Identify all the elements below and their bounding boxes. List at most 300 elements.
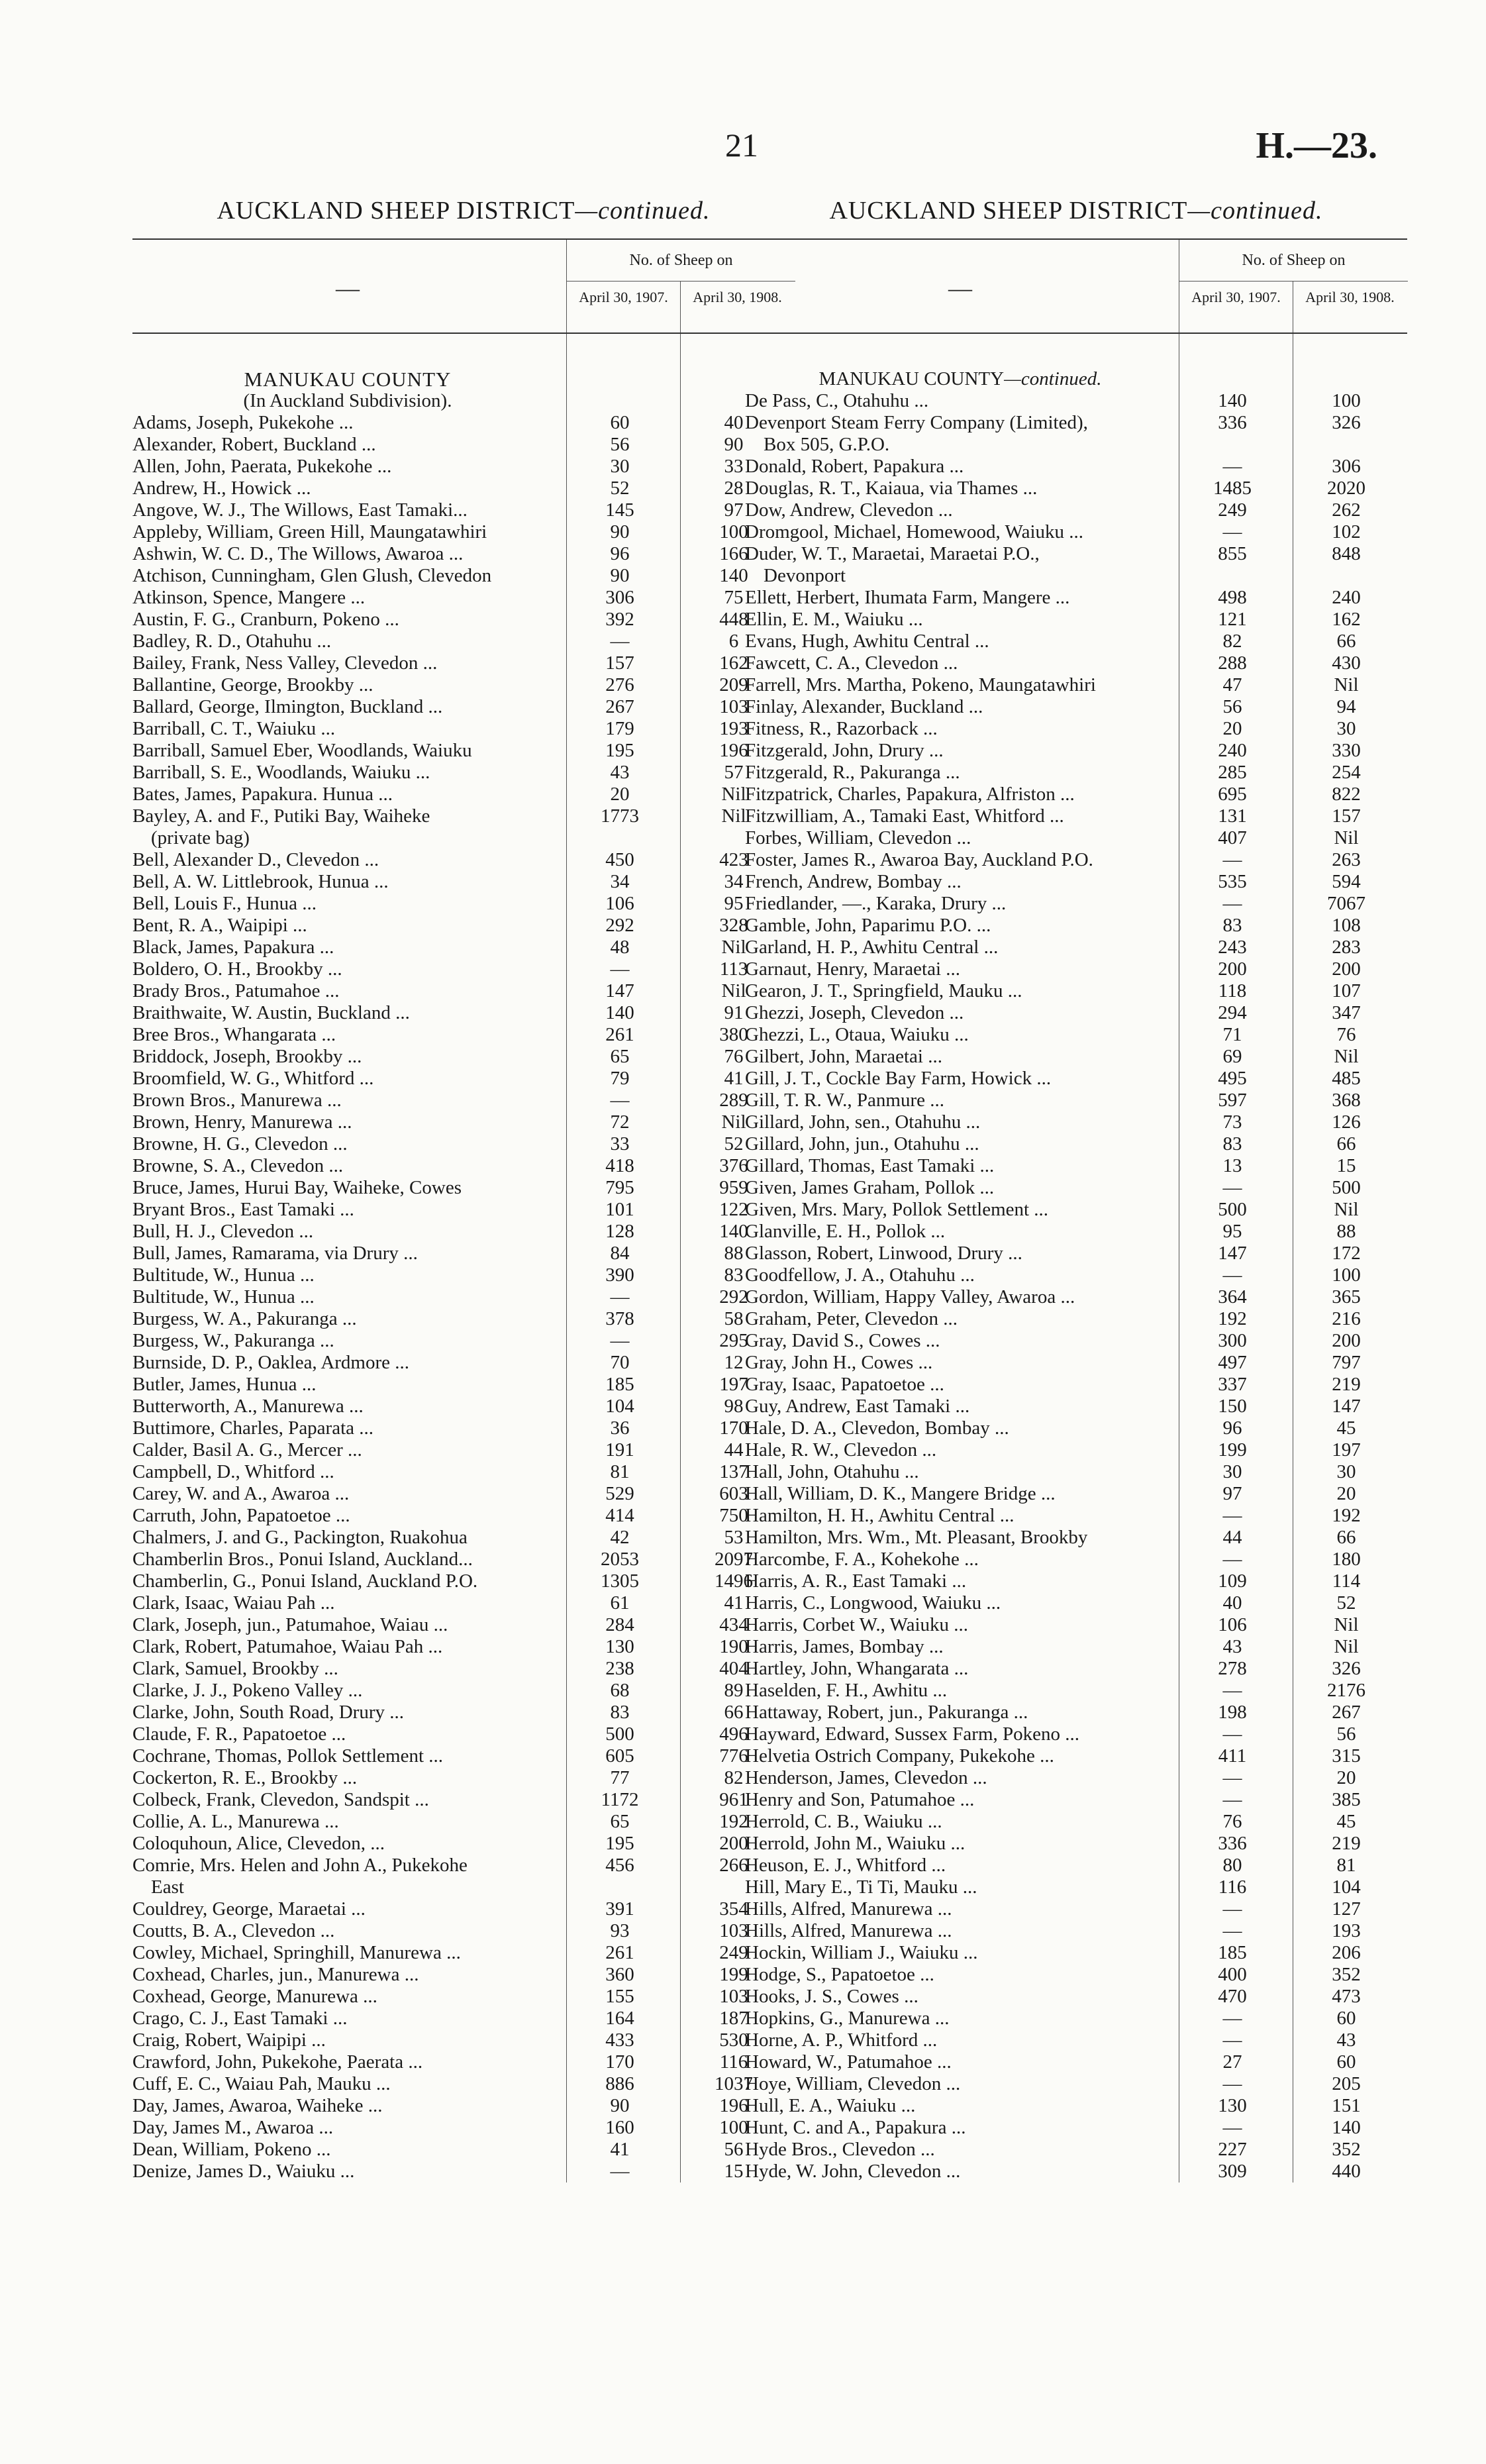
owner-name: Dean, William, Pokeno ... — [132, 2139, 331, 2160]
header-col-1907: April 30, 1907. — [566, 281, 680, 333]
owner-name: Angove, W. J., The Willows, East Tamaki... — [132, 499, 468, 521]
sheep-count-1908: 116 — [719, 2051, 748, 2073]
owner-name: Hills, Alfred, Manurewa ... — [745, 1920, 952, 1941]
owner-name: Clarke, J. J., Pokeno Valley ... — [132, 1680, 363, 1701]
table-row — [132, 915, 795, 937]
sheep-count-1907: 131 — [1218, 805, 1247, 827]
sheep-count-1908: 216 — [1332, 1308, 1361, 1329]
table-row — [745, 1702, 1407, 1723]
sheep-count-1908: Nil — [721, 784, 746, 805]
sheep-count-1908: 197 — [1332, 1439, 1361, 1461]
owner-name: Gill, T. R. W., Panmure ... — [745, 1090, 945, 1111]
owner-name: Bryant Bros., East Tamaki ... — [132, 1199, 354, 1220]
table-row — [745, 1636, 1407, 1658]
sheep-count-1908: Nil — [1334, 827, 1359, 848]
sheep-count-1907: 140 — [1218, 390, 1247, 411]
owner-name: Fawcett, C. A., Clevedon ... — [745, 652, 958, 674]
sheep-count-1908: Nil — [1334, 1614, 1359, 1635]
sheep-count-1908: 347 — [1332, 1002, 1361, 1023]
sheep-count-1907: 30 — [610, 456, 630, 477]
table-row — [745, 1308, 1407, 1330]
owner-name: Friedlander, —., Karaka, Drury ... — [745, 893, 1007, 914]
owner-name: Hodge, S., Papatoetoe ... — [745, 1964, 934, 1985]
sheep-count-1907: — — [1222, 1920, 1242, 1941]
owner-name: Bates, James, Papakura. Hunua ... — [132, 784, 393, 805]
table-row — [132, 893, 795, 915]
sheep-count-1908: 199 — [719, 1964, 748, 1985]
owner-name: Barriball, C. T., Waiuku ... — [132, 718, 336, 739]
sheep-count-1907: 390 — [605, 1264, 634, 1286]
owner-name: Helvetia Ostrich Company, Pukekohe ... — [745, 1745, 1054, 1767]
sheep-count-1907: 414 — [605, 1505, 634, 1526]
owner-name: Douglas, R. T., Kaiaua, via Thames ... — [745, 478, 1038, 499]
sheep-count-1907: 71 — [1222, 1024, 1242, 1045]
table-row — [745, 980, 1407, 1002]
owner-name: Hooks, J. S., Cowes ... — [745, 1986, 918, 2007]
sheep-count-1908: 2097 — [715, 1549, 753, 1570]
table-row — [745, 762, 1407, 784]
sheep-count-1907: — — [1222, 2073, 1242, 2094]
table-row — [132, 1702, 795, 1723]
sheep-count-1908: 197 — [719, 1374, 748, 1395]
table-row — [132, 2139, 795, 2161]
sheep-count-1907: 69 — [1222, 1046, 1242, 1067]
sheep-count-1908: 56 — [1336, 1723, 1356, 1745]
owner-name: Bell, Louis F., Hunua ... — [132, 893, 317, 914]
table-row — [132, 1964, 795, 1986]
table-row — [132, 762, 795, 784]
owner-name: Brady Bros., Patumahoe ... — [132, 980, 340, 1001]
table-row — [132, 805, 795, 827]
owner-name: Gray, Isaac, Papatoetoe ... — [745, 1374, 944, 1395]
sheep-count-1907: 76 — [1222, 1811, 1242, 1832]
owner-name: Hale, D. A., Clevedon, Bombay ... — [745, 1417, 1009, 1439]
sheep-count-1907: 2053 — [601, 1549, 639, 1570]
sheep-count-1907: 456 — [605, 1855, 634, 1876]
sheep-count-1908: 20 — [1336, 1483, 1356, 1504]
table-row — [745, 1461, 1407, 1483]
table-row — [132, 1243, 795, 1264]
sheep-count-1908: 193 — [1332, 1920, 1361, 1941]
sheep-count-1908: 30 — [1336, 1461, 1356, 1482]
table-row — [132, 1833, 795, 1855]
sheep-count-1908: 100 — [1332, 390, 1361, 411]
owner-name: Hunt, C. and A., Papakura ... — [745, 2117, 966, 2138]
sheep-count-1908: 34 — [724, 871, 744, 892]
table-row — [132, 2161, 795, 2182]
table-row — [132, 565, 795, 587]
sheep-count-1908: 368 — [1332, 1090, 1361, 1111]
table-row — [745, 2029, 1407, 2051]
sheep-count-1907: 77 — [610, 1767, 630, 1788]
sheep-count-1907: 261 — [605, 1942, 634, 1963]
sheep-count-1907: 79 — [610, 1068, 630, 1089]
sheep-count-1907: 145 — [605, 499, 634, 521]
owner-name: Glasson, Robert, Linwood, Drury ... — [745, 1243, 1022, 1264]
table-row — [745, 1046, 1407, 1068]
table-row — [745, 2008, 1407, 2029]
sheep-count-1908: 33 — [724, 456, 744, 477]
sheep-count-1907 — [1175, 368, 1289, 390]
table-row — [132, 1614, 795, 1636]
sheep-count-1907: 285 — [1218, 762, 1247, 783]
sheep-count-1908: 76 — [724, 1046, 744, 1067]
sheep-count-1907: 34 — [610, 871, 630, 892]
owner-name: Browne, S. A., Clevedon ... — [132, 1155, 344, 1176]
sheep-count-1907: 13 — [1222, 1155, 1242, 1176]
sheep-count-1907: — — [610, 958, 630, 980]
sheep-count-1907: 198 — [1218, 1702, 1247, 1723]
owner-name: (In Auckland Subdivision). — [243, 390, 452, 411]
sheep-count-1907: 106 — [605, 893, 634, 914]
sheep-count-1908: 352 — [1332, 2139, 1361, 2160]
table-row — [132, 980, 795, 1002]
table-row — [745, 1286, 1407, 1308]
sheep-count-1907: 336 — [1218, 412, 1247, 433]
owner-name: Ashwin, W. C. D., The Willows, Awaroa ... — [132, 543, 464, 564]
sheep-count-1908: 104 — [1332, 1876, 1361, 1898]
owner-name: Finlay, Alexander, Buckland ... — [745, 696, 983, 717]
sheep-count-1907: 36 — [610, 1417, 630, 1439]
owner-name: Ellin, E. M., Waiuku ... — [745, 609, 923, 630]
owner-name: Hyde, W. John, Clevedon ... — [745, 2161, 961, 2182]
right-column — [745, 192, 1407, 2182]
sheep-count-1907: 433 — [605, 2029, 634, 2051]
owner-name: Haselden, F. H., Awhitu ... — [745, 1680, 948, 1701]
sheep-count-1907: 1485 — [1213, 478, 1252, 499]
sheep-count-1907 — [1175, 434, 1289, 456]
sheep-count-1908: Nil — [1334, 1636, 1359, 1657]
table-row — [745, 1570, 1407, 1592]
sheep-count-1907: 1305 — [601, 1570, 639, 1592]
owner-name: Ghezzi, L., Otaua, Waiuku ... — [745, 1024, 969, 1045]
county-suffix: —continued. — [1004, 368, 1102, 389]
sheep-count-1908: 58 — [724, 1308, 744, 1329]
sheep-count-1907 — [563, 1876, 677, 1898]
owner-name: Clarke, John, South Road, Drury ... — [132, 1702, 404, 1723]
sheep-count-1908: 192 — [719, 1811, 748, 1832]
table-row — [132, 1549, 795, 1570]
sheep-count-1907: 240 — [1218, 740, 1247, 761]
sheep-count-1908: 140 — [719, 565, 748, 586]
table-row — [745, 1068, 1407, 1090]
owner-name: Fitzgerald, John, Drury ... — [745, 740, 944, 761]
sheep-count-1907: 391 — [605, 1898, 634, 1920]
sheep-count-1907: 336 — [1218, 1833, 1247, 1854]
sheep-count-1908: 262 — [1332, 499, 1361, 521]
sheep-count-1907: 140 — [605, 1002, 634, 1023]
sheep-count-1908: 1037 — [715, 2073, 753, 2094]
table-row — [745, 499, 1407, 521]
sheep-count-1907: 306 — [605, 587, 634, 608]
owner-name: Hall, William, D. K., Mangere Bridge ... — [745, 1483, 1056, 1504]
table-row — [132, 1286, 795, 1308]
owner-name: Appleby, William, Green Hill, Maungatawhiri — [132, 521, 487, 542]
table-row — [745, 1833, 1407, 1855]
table-row — [132, 784, 795, 805]
sheep-count-1908: 127 — [1332, 1898, 1361, 1920]
sheep-count-1907: — — [1222, 2117, 1242, 2138]
table-row — [745, 1876, 1407, 1898]
table-row — [132, 1221, 795, 1243]
table-row — [745, 1789, 1407, 1811]
owner-name: Gamble, John, Paparimu P.O. ... — [745, 915, 991, 936]
table-row — [132, 1090, 795, 1111]
table-row — [132, 1461, 795, 1483]
sheep-count-1908: 209 — [719, 674, 748, 695]
owner-name: Gray, David S., Cowes ... — [745, 1330, 940, 1351]
sheep-count-1908: 151 — [1332, 2095, 1361, 2116]
sheep-count-1907: — — [1222, 456, 1242, 477]
sheep-count-1908: 423 — [719, 849, 748, 870]
sheep-count-1907: 48 — [610, 937, 630, 958]
owner-name: French, Andrew, Bombay ... — [745, 871, 962, 892]
sheep-count-1907: 179 — [605, 718, 634, 739]
owner-name: Barriball, Samuel Eber, Woodlands, Waiuku — [132, 740, 472, 761]
section-heading — [132, 368, 795, 390]
sheep-count-1908: 100 — [719, 521, 748, 542]
owner-name: Donald, Robert, Papakura ... — [745, 456, 964, 477]
table-row — [132, 1767, 795, 1789]
owner-name: Bayley, A. and F., Putiki Bay, Waiheke — [132, 805, 430, 827]
table-row — [745, 390, 1407, 412]
sheep-count-1908: 94 — [1336, 696, 1356, 717]
owner-name: Day, James M., Awaroa ... — [132, 2117, 334, 2138]
sheep-count-1907: 360 — [605, 1964, 634, 1985]
page-number: 21 — [725, 127, 758, 164]
owner-name: Burgess, W., Pakuranga ... — [132, 1330, 334, 1351]
sheep-count-1907: — — [1222, 893, 1242, 914]
owner-name: Bultitude, W., Hunua ... — [132, 1264, 315, 1286]
sheep-count-1908: 289 — [719, 1090, 748, 1111]
table-row — [132, 412, 795, 434]
table-row — [132, 478, 795, 499]
sheep-count-1907: — — [1222, 1680, 1242, 1701]
owner-name: Bent, R. A., Waipipi ... — [132, 915, 307, 936]
sheep-count-1907: 855 — [1218, 543, 1247, 564]
sheep-count-1908: 56 — [724, 2139, 744, 2160]
sheep-count-1908: 147 — [1332, 1396, 1361, 1417]
table-row — [132, 2095, 795, 2117]
sheep-count-1907: 43 — [1222, 1636, 1242, 1657]
owner-name: Ballantine, George, Brookby ... — [132, 674, 373, 695]
owner-name: Gillard, John, jun., Otahuhu ... — [745, 1133, 979, 1155]
sheep-count-1907: 192 — [1218, 1308, 1247, 1329]
sheep-count-1907: — — [610, 1090, 630, 1111]
sheep-count-1908: 500 — [1332, 1177, 1361, 1198]
owner-name: Andrew, H., Howick ... — [132, 478, 311, 499]
sheep-count-1908: 88 — [724, 1243, 744, 1264]
header-col-1907: April 30, 1907. — [1179, 281, 1293, 333]
owner-name: Gill, J. T., Cockle Bay Farm, Howick ... — [745, 1068, 1052, 1089]
document-reference: H.—23. — [1256, 125, 1377, 166]
table-row — [132, 609, 795, 631]
table-row — [132, 1483, 795, 1505]
sheep-count-1908: 219 — [1332, 1374, 1361, 1395]
sheep-count-1908: Nil — [1334, 674, 1359, 695]
header-col-1908: April 30, 1908. — [680, 281, 794, 333]
table-row — [745, 652, 1407, 674]
sheep-count-1907: 238 — [605, 1658, 634, 1679]
sheep-count-1908: 196 — [719, 2095, 748, 2116]
sheep-count-1908: 206 — [1332, 1942, 1361, 1963]
sheep-count-1907: 227 — [1218, 2139, 1247, 2160]
sheep-count-1908: 102 — [1332, 521, 1361, 542]
sheep-count-1908: 328 — [719, 915, 748, 936]
owner-name: Given, Mrs. Mary, Pollok Settlement ... — [745, 1199, 1049, 1220]
table-row — [132, 1199, 795, 1221]
sheep-count-1907: — — [1222, 1177, 1242, 1198]
column-rule — [566, 334, 567, 2182]
table-row-continuation — [745, 565, 1407, 587]
table-row — [745, 1024, 1407, 1046]
owner-name: Brown Bros., Manurewa ... — [132, 1090, 342, 1111]
sheep-count-1907: 364 — [1218, 1286, 1247, 1308]
sheep-count-1907: — — [1222, 2029, 1242, 2051]
table-rows — [132, 368, 795, 2182]
table-row — [132, 696, 795, 718]
sheep-count-1908: 848 — [1332, 543, 1361, 564]
owner-name: Howard, W., Patumahoe ... — [745, 2051, 952, 2073]
sheep-count-1907: — — [610, 631, 630, 652]
table-row — [132, 652, 795, 674]
header-group: No. of Sheep on — [1179, 240, 1408, 282]
owner-name: Chamberlin Bros., Ponui Island, Auckland... — [132, 1549, 473, 1570]
owner-name: Crago, C. J., East Tamaki ... — [132, 2008, 348, 2029]
sheep-count-1907: 150 — [1218, 1396, 1247, 1417]
sheep-count-1908: 107 — [1332, 980, 1361, 1001]
sheep-count-1908: 776 — [719, 1745, 748, 1767]
owner-name: Atkinson, Spence, Mangere ... — [132, 587, 366, 608]
owner-name: Collie, A. L., Manurewa ... — [132, 1811, 339, 1832]
table-row — [745, 937, 1407, 958]
sheep-count-1908: 292 — [719, 1286, 748, 1308]
sheep-count-1907: 200 — [1218, 958, 1247, 980]
sheep-count-1908: 330 — [1332, 740, 1361, 761]
sheep-count-1907: 97 — [1222, 1483, 1242, 1504]
sheep-count-1908: 187 — [719, 2008, 748, 2029]
owner-name: Cockerton, R. E., Brookby ... — [132, 1767, 358, 1788]
owner-name: (private bag) — [151, 827, 250, 848]
sheep-count-1908: 53 — [724, 1527, 744, 1548]
sheep-count-1908: 219 — [1332, 1833, 1361, 1854]
sheep-count-1908: 15 — [724, 2161, 744, 2182]
sheep-count-1908: 380 — [719, 1024, 748, 1045]
sheep-count-1907: 300 — [1218, 1330, 1247, 1351]
table-row — [745, 521, 1407, 543]
district-title — [745, 192, 1407, 238]
owner-name: Black, James, Papakura ... — [132, 937, 334, 958]
sheep-count-1908: 200 — [719, 1833, 748, 1854]
owner-name: Clark, Joseph, jun., Patumahoe, Waiau ... — [132, 1614, 448, 1635]
table-row — [132, 1942, 795, 1964]
owner-name: Crawford, John, Pukekohe, Paerata ... — [132, 2051, 423, 2073]
table-row — [745, 1155, 1407, 1177]
sheep-count-1908: Nil — [721, 980, 746, 1001]
sheep-count-1908: 196 — [719, 740, 748, 761]
sheep-count-1908: 140 — [719, 1221, 748, 1242]
owner-name: Craig, Robert, Waipipi ... — [132, 2029, 326, 2051]
sheep-count-1907: 61 — [610, 1592, 630, 1614]
header-group: No. of Sheep on — [566, 240, 795, 282]
sheep-count-1908: 91 — [724, 1002, 744, 1023]
owner-name: Henderson, James, Clevedon ... — [745, 1767, 987, 1788]
sheep-count-1908: 108 — [1332, 915, 1361, 936]
owner-name: Couldrey, George, Maraetai ... — [132, 1898, 366, 1920]
table-row — [132, 1024, 795, 1046]
table-row — [132, 1745, 795, 1767]
table-row — [745, 1111, 1407, 1133]
table-row — [745, 1549, 1407, 1570]
owner-name: Cuff, E. C., Waiau Pah, Mauku ... — [132, 2073, 391, 2094]
table-row — [132, 849, 795, 871]
sheep-count-1907: 418 — [605, 1155, 634, 1176]
table-row — [745, 1767, 1407, 1789]
sheep-count-1908: Nil — [721, 1111, 746, 1133]
table-row — [745, 1527, 1407, 1549]
sheep-count-1908: 2176 — [1327, 1680, 1365, 1701]
sheep-count-1908: 45 — [1336, 1417, 1356, 1439]
owner-name: Evans, Hugh, Awhitu Central ... — [745, 631, 989, 652]
sheep-count-1907: 185 — [1218, 1942, 1247, 1963]
owner-name: Chamberlin, G., Ponui Island, Auckland P.O. — [132, 1570, 478, 1592]
sheep-count-1907: 243 — [1218, 937, 1247, 958]
sheep-count-1907: 495 — [1218, 1068, 1247, 1089]
sheep-count-1907: 498 — [1218, 587, 1247, 608]
table-row — [132, 1505, 795, 1527]
sheep-count-1907: — — [1222, 849, 1242, 870]
sheep-count-1908: 295 — [719, 1330, 748, 1351]
table-row — [132, 1417, 795, 1439]
sheep-count-1908: 594 — [1332, 871, 1361, 892]
sheep-count-1907: 170 — [605, 2051, 634, 2073]
sheep-count-1907: 249 — [1218, 499, 1247, 521]
owner-name: Garland, H. P., Awhitu Central ... — [745, 937, 999, 958]
sheep-count-1908: Nil — [1334, 1199, 1359, 1220]
sheep-count-1908: 496 — [719, 1723, 748, 1745]
sheep-count-1908: 15 — [1336, 1155, 1356, 1176]
sheep-count-1908: 103 — [719, 1920, 748, 1941]
table-row-continuation — [132, 1876, 795, 1898]
table-row — [132, 1111, 795, 1133]
sheep-count-1907: 292 — [605, 915, 634, 936]
sheep-count-1907: 1773 — [601, 805, 639, 827]
sheep-count-1907: 84 — [610, 1243, 630, 1264]
owner-name: Devonport — [764, 565, 846, 586]
table-row-continuation — [745, 434, 1407, 456]
sheep-count-1907: 309 — [1218, 2161, 1247, 2182]
sheep-count-1908: 30 — [1336, 718, 1356, 739]
sheep-count-1907: — — [1222, 1549, 1242, 1570]
table-row — [132, 1636, 795, 1658]
table-row — [132, 1527, 795, 1549]
table-row — [745, 827, 1407, 849]
table-row — [132, 1811, 795, 1833]
sheep-count-1907: 82 — [1222, 631, 1242, 652]
sheep-count-1908 — [1289, 368, 1403, 390]
table-row — [132, 1855, 795, 1876]
owner-name: Harris, A. R., East Tamaki ... — [745, 1570, 967, 1592]
sheep-count-1907: 695 — [1218, 784, 1247, 805]
sheep-count-1908: 750 — [719, 1505, 748, 1526]
sheep-count-1908 — [1289, 434, 1403, 456]
owner-name: Dow, Andrew, Clevedon ... — [745, 499, 953, 521]
sheep-count-1908: 190 — [719, 1636, 748, 1657]
table-row — [745, 478, 1407, 499]
sheep-count-1907: 83 — [1222, 1133, 1242, 1155]
sheep-count-1907: — — [1222, 1767, 1242, 1788]
sheep-count-1907: 93 — [610, 1920, 630, 1941]
